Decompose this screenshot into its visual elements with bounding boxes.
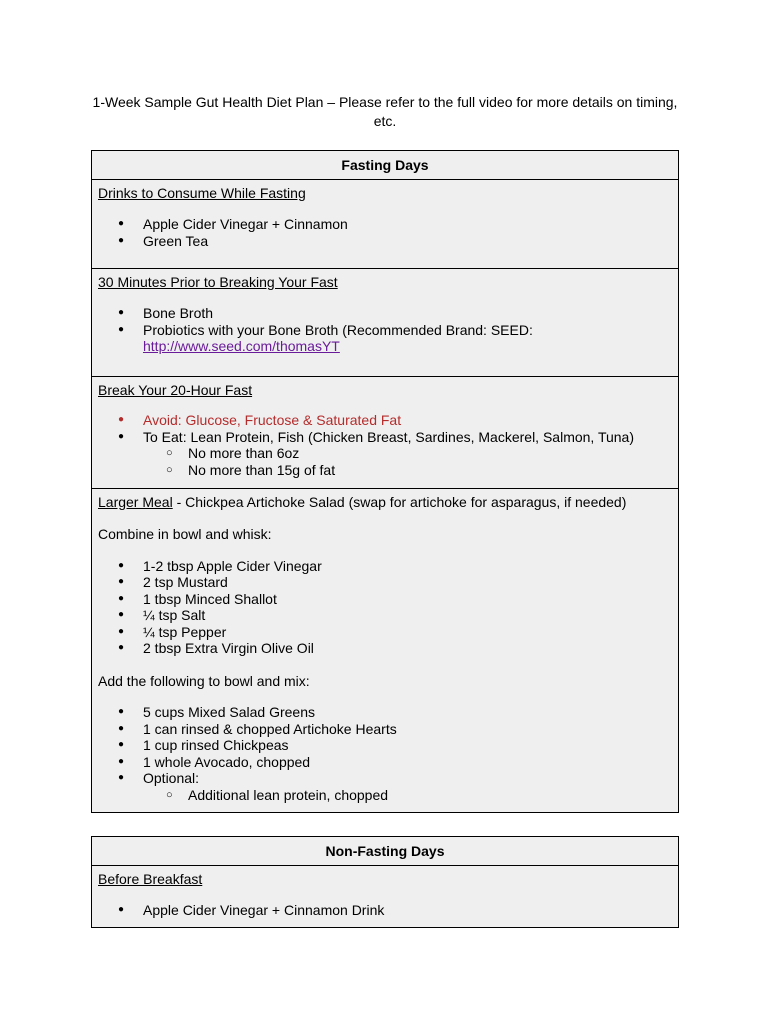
add-instruction: Add the following to bowl and mix: (98, 672, 310, 689)
list-item: ● 1 cup rinsed Chickpeas (143, 737, 672, 754)
to-eat-item (143, 429, 672, 479)
list-item: ● 1 can rinsed & chopped Artichoke Hearts (143, 721, 672, 738)
sub-list-item: ○ No more than 15g of fat (188, 462, 672, 479)
intro-line-2: etc. (373, 113, 397, 129)
seed-link[interactable]: http://www.seed.com/thomasYT (143, 338, 340, 354)
non-fasting-days-header: Non-Fasting Days (92, 837, 679, 866)
list-item: ● 5 cups Mixed Salad Greens (143, 704, 672, 721)
combine-instruction: Combine in bowl and whisk: (98, 526, 272, 542)
fasting-days-table (91, 150, 679, 813)
intro-line-1: 1-Week Sample Gut Health Diet Plan – Please refer to the full video for more details on timing, (92, 94, 678, 110)
sub-list-item: ○ Additional lean protein, chopped (188, 787, 672, 804)
break-fast-title: Break Your 20-Hour Fast (98, 381, 253, 398)
list-item: ● Bone Broth (143, 305, 672, 322)
list-item: ● ¼ tsp Salt (143, 607, 672, 624)
list-item: ● Apple Cider Vinegar + Cinnamon Drink (143, 902, 672, 919)
drinks-list (98, 216, 672, 249)
before-breakfast-list (98, 902, 672, 919)
list-item (143, 322, 672, 355)
to-eat-text: To Eat: Lean Protein, Fish (Chicken Breast, Sardines, Mackerel, Salmon, Tuna) (143, 428, 635, 445)
drinks-title: Drinks to Consume While Fasting (98, 184, 306, 201)
avoid-item: ● Avoid: Glucose, Fructose & Saturated Fat (143, 412, 672, 429)
optional-label: Optional: (143, 770, 200, 786)
list-item (143, 770, 672, 803)
combine-list (98, 558, 672, 657)
list-item: ● Green Tea (143, 233, 672, 250)
list-item: ● 2 tsp Mustard (143, 574, 672, 591)
larger-meal-description: - Chickpea Artichoke Salad (swap for artichoke for asparagus, if needed) (172, 493, 627, 510)
larger-meal-title: Larger Meal (98, 493, 173, 510)
sub-list-item: ○ No more than 6oz (188, 445, 672, 462)
drinks-cell (92, 179, 679, 268)
non-fasting-days-table (91, 836, 679, 928)
before-breakfast-cell (92, 865, 679, 927)
document-intro (90, 93, 680, 131)
break-fast-list (98, 412, 672, 478)
prior-list (98, 305, 672, 355)
fasting-days-header: Fasting Days (92, 151, 679, 180)
prior-title: 30 Minutes Prior to Breaking Your Fast (98, 273, 338, 290)
to-eat-sublist (143, 445, 672, 478)
add-list (98, 704, 672, 803)
optional-sublist (143, 787, 672, 804)
before-breakfast-title: Before Breakfast (98, 870, 203, 887)
break-fast-cell (92, 376, 679, 488)
prior-cell (92, 268, 679, 376)
list-item: ● 1 whole Avocado, chopped (143, 754, 672, 771)
larger-meal-heading (98, 494, 672, 511)
list-item: ● 1 tbsp Minced Shallot (143, 591, 672, 608)
list-item: ● Apple Cider Vinegar + Cinnamon (143, 216, 672, 233)
probiotics-text: Probiotics with your Bone Broth (Recommended Brand: SEED: (143, 321, 533, 338)
list-item: ● 1-2 tbsp Apple Cider Vinegar (143, 558, 672, 575)
larger-meal-cell (92, 488, 679, 812)
list-item: ● ¼ tsp Pepper (143, 624, 672, 641)
list-item: ● 2 tbsp Extra Virgin Olive Oil (143, 640, 672, 657)
